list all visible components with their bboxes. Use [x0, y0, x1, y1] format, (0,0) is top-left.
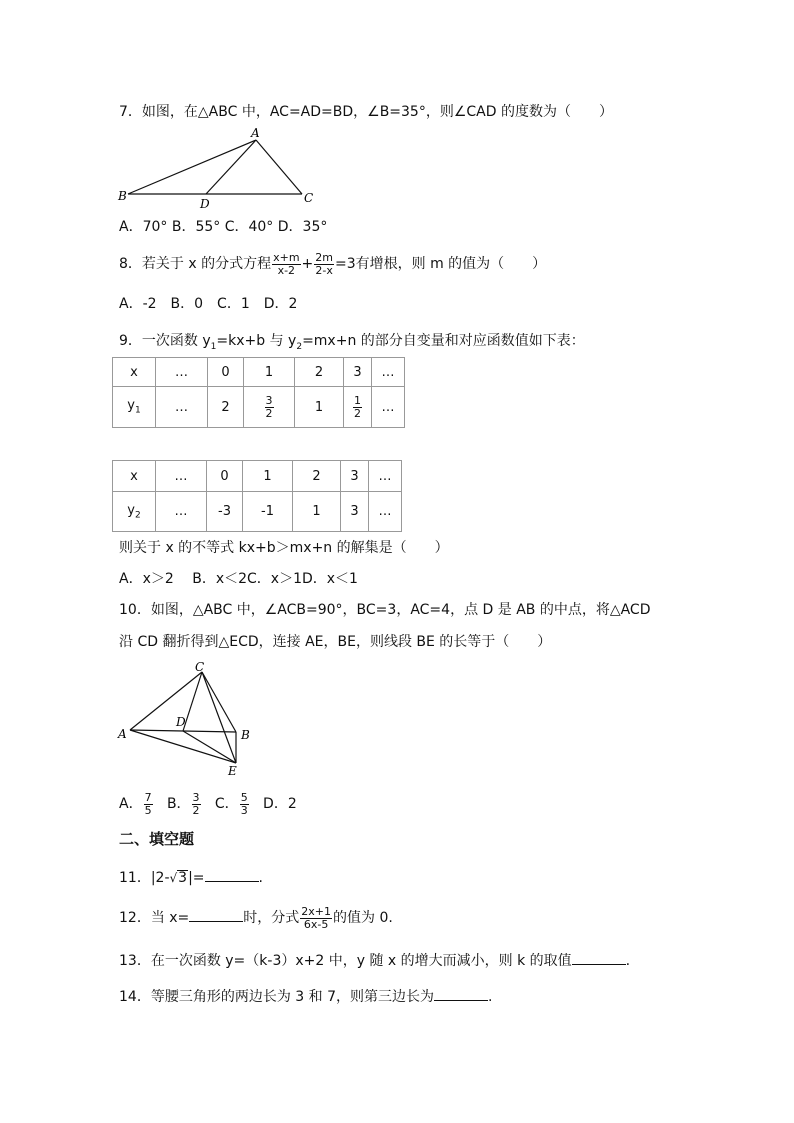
table-row — [113, 492, 402, 532]
q7-label-b: B — [118, 189, 127, 203]
q8-fraction-2: $\frac{2m}{2-x}$ — [315, 250, 333, 277]
q9-table-y2 — [112, 460, 402, 532]
q10-label-e: E — [228, 764, 237, 778]
table-cell: $y_1$ — [113, 387, 156, 428]
table-cell: 3 — [341, 492, 369, 532]
q9-fraction-3-2: $\frac{3}{2}$ — [265, 393, 273, 420]
table-cell: … — [369, 492, 402, 532]
table-row — [113, 358, 405, 387]
table-cell: … — [372, 387, 405, 428]
q10-fraction-3-2: $\frac{3}{2}$ — [192, 790, 200, 817]
table-cell: … — [156, 358, 208, 387]
q10-label-c: C — [195, 660, 205, 674]
q12: 12．当 x= 时，分式 $\frac{2x+1}{6x-5}$ 的值为 0. — [119, 904, 393, 931]
q7-label-a: A — [251, 126, 260, 140]
table-cell: 2 — [208, 387, 244, 428]
table-cell — [244, 387, 295, 428]
table-cell: … — [156, 492, 207, 532]
q14-answer-blank — [434, 986, 488, 1001]
table-cell: -3 — [207, 492, 243, 532]
table-cell: 0 — [207, 461, 243, 492]
table-cell: 1 — [293, 492, 341, 532]
q13-answer-blank — [572, 950, 626, 965]
q7-label-d: D — [200, 197, 210, 210]
table-row — [113, 387, 405, 428]
table-cell: x — [113, 358, 156, 387]
q10-line-2: 沿 CD 翻折得到△ECD，连接 AE，BE，则线段 BE 的长等于（ ） — [119, 634, 552, 650]
table-cell: 1 — [295, 387, 344, 428]
q10-choices: A． $\frac{7}{5}$ B． $\frac{3}{2}$ C． $\frac{5}{3}$ D．2 — [119, 790, 297, 817]
q7-label-c: C — [304, 191, 314, 205]
table-cell: 0 — [208, 358, 244, 387]
q10-label-a: A — [118, 727, 127, 741]
q7-triangle-figure — [112, 124, 324, 210]
table-cell: -1 — [243, 492, 293, 532]
q11: 11．|2-√3|= . — [119, 867, 263, 888]
table-cell: $y_2$ — [113, 492, 156, 532]
q7-stem: 7．如图，在△ABC 中，AC=AD=BD，∠B=35°，则∠CAD 的度数为（ ） — [119, 104, 613, 120]
table-cell: … — [156, 461, 207, 492]
q10-label-b: B — [241, 728, 250, 742]
table-cell: 3 — [341, 461, 369, 492]
q8-fraction-1: $\frac{x+m}{x-2}$ — [273, 250, 300, 277]
q12-fraction: $\frac{2x+1}{6x-5}$ — [301, 904, 332, 931]
q9-fraction-1-2: $\frac{1}{2}$ — [354, 393, 361, 420]
q9-question: 则关于 x 的不等式 kx+b＞mx+n 的解集是（ ） — [119, 540, 449, 556]
table-cell: 2 — [295, 358, 344, 387]
q10-fold-figure — [112, 660, 262, 778]
table-cell: … — [372, 358, 405, 387]
table-cell — [344, 387, 372, 428]
table-cell: … — [156, 387, 208, 428]
q11-answer-blank — [205, 867, 259, 882]
table-cell: 1 — [243, 461, 293, 492]
table-cell: 2 — [293, 461, 341, 492]
q10-line-1: 10．如图，△ABC 中，∠ACB=90°，BC=3，AC=4，点 D 是 AB 的中点，将△ACD — [119, 602, 651, 618]
table-cell: x — [113, 461, 156, 492]
q8-post: =3有增根，则 m 的值为（ ） — [335, 256, 547, 272]
q13: 13．在一次函数 y=（k-3）x+2 中，y 随 x 的增大而减小，则 k 的取值 . — [119, 950, 630, 971]
table-cell: 1 — [244, 358, 295, 387]
q8-pre: 8．若关于 x 的分式方程 — [119, 256, 272, 272]
q8-stem — [119, 251, 546, 277]
table-cell: 3 — [344, 358, 372, 387]
q10-fraction-7-5: $\frac{7}{5}$ — [144, 790, 152, 817]
q11-sqrt-radicand: 3 — [178, 870, 188, 886]
q9-choices: A．x＞2 B．x＜2C．x＞1D．x＜1 — [119, 571, 358, 587]
q8-plus: + — [301, 256, 314, 272]
q7-choices: A．70° B．55° C．40° D．35° — [119, 219, 328, 235]
q10-fraction-5-3: $\frac{5}{3}$ — [240, 790, 248, 817]
table-cell: … — [369, 461, 402, 492]
table-row — [113, 461, 402, 492]
q9-stem: 9．一次函数 $y_1=kx+b$ 与 $y_2=mx+n$ 的部分自变量和对应函数值如下表： — [119, 333, 585, 352]
q10-label-d: D — [176, 715, 186, 729]
q14: 14．等腰三角形的两边长为 3 和 7，则第三边长为 . — [119, 986, 492, 1007]
q9-table-y1 — [112, 357, 405, 428]
section-title-fill-in: 二、填空题 — [119, 830, 195, 848]
q8-choices: A．-2 B．0 C．1 D．2 — [119, 296, 298, 312]
q12-answer-blank — [189, 907, 243, 922]
